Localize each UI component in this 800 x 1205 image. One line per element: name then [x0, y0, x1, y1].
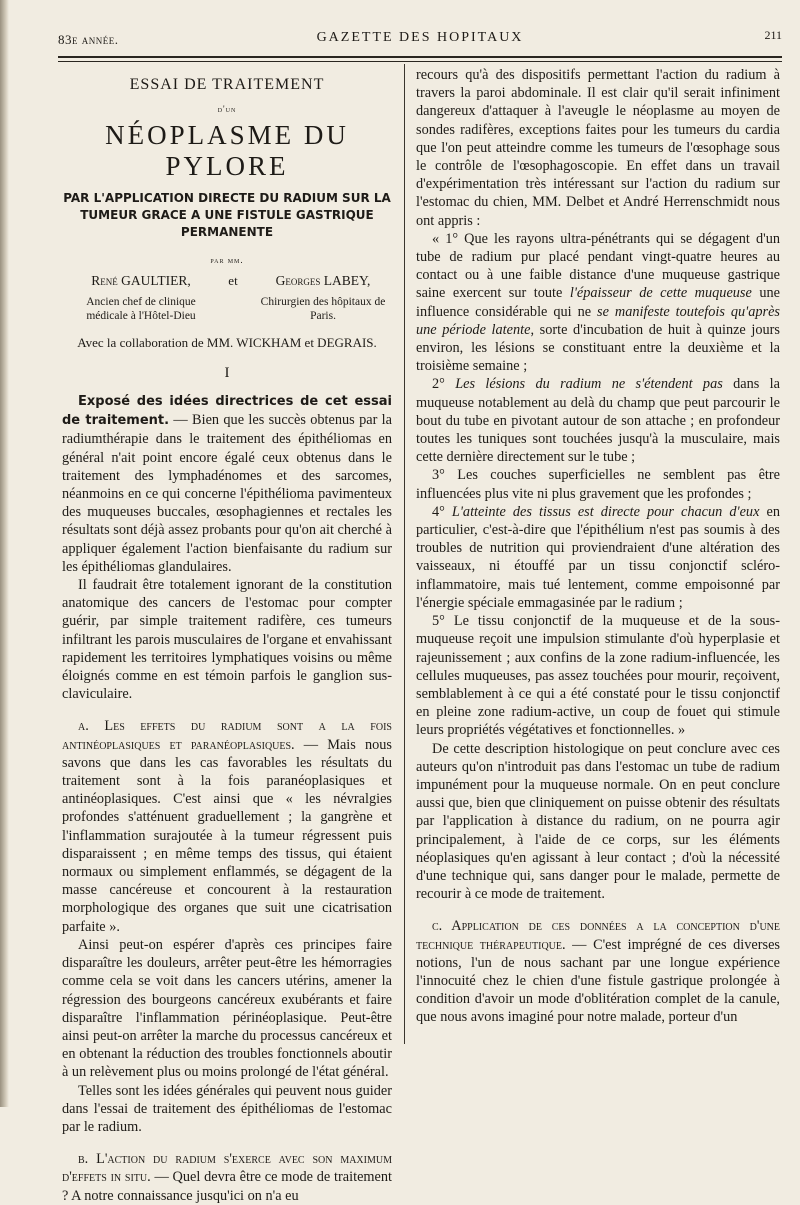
author-labey-name: Georges LABEY,: [275, 273, 371, 288]
paragraph-text: — C'est imprégné de ces diverses notions, l'un de nous sachant par une longue expérience l'innocuité chez le chien d'une fistule gastrique prolongée à condition d'avoir un mode d'oblitération complet de la canule, que nous avons imaginé pour notre malade, porteur d'un: [416, 936, 780, 1026]
paragraph: Telles sont les idées générales qui peuvent nous guider dans l'essai de traitement des épithéliomas de l'estomac par le radium.: [62, 1082, 392, 1135]
subsection-heading: b. L'action du radium s'exerce avec son maximum d'effets in situ.: [62, 1151, 392, 1186]
article-title-line2: d'un: [217, 104, 237, 114]
quote-item: [416, 375, 780, 466]
left-column: [62, 66, 392, 1205]
paragraph-text: 4°: [432, 503, 452, 520]
paragraph-text: — Quel devra être ce mode de traitement ? A notre connaissance jusqu'ici on n'a eu: [62, 1169, 392, 1204]
paragraph: [62, 392, 392, 576]
quote-item: 5° Le tissu conjonctif de la muqueuse et de la sous-muqueuse reçoit une impulsion stimulante d'où hyperplasie et rajeunissement ; aux confins de la zone radium-influencée, les cellules muqueuses, pas assez touchées pour mourir, reçoivent, semblablement à ce qui a été constaté pour le tissu conjonctif en pleine zone radium-active, un coup de fouet qui stimule leurs propriétés végétatives et fonctionnelles. »: [416, 613, 780, 739]
emphasis: Les lésions du radium ne s'étendent pas: [455, 376, 723, 393]
paragraph-text: — Bien que les succès obtenus par la radiumthérapie dans le traitement des épithéliomas en général n'ait point encore égalé ceux obtenus dans le traitement des lymphadénomes et des sarcomes, néanmoins en ce qui concerne l'épithélioma pavimenteux des muqueuses buccales, œsophagiennes et rectales les résultats sont déjà assez probants pour qu'on ait cherché à appliquer également l'action bienfaisante du radium sur les épithéliomas glandulaires.: [62, 412, 392, 575]
page-number: 211: [764, 28, 782, 42]
author-labey-role: Chirurgien des hôpitaux de Paris.: [260, 296, 386, 322]
header-rule-thick: [58, 56, 782, 58]
header-rule-thin: [58, 61, 782, 62]
subsection-heading: c. Application de ces données a la conception d'une technique thérapeutique.: [416, 918, 780, 953]
paragraph: [416, 917, 780, 1026]
authors-block: [62, 273, 392, 327]
author-labey: [250, 273, 396, 323]
journal-title: GAZETTE DES HOPITAUX: [316, 30, 524, 45]
subsection-heading: a. Les effets du radium sont a la fois antinéoplasiques et paranéoplasiques.: [62, 718, 392, 753]
emphasis: l'épaisseur de cette muqueuse: [569, 285, 752, 302]
section-heading: Exposé des idées directrices de cet essai de traitement.: [62, 394, 392, 429]
emphasis: L'atteinte des tissus est directe pour chacun d'eux: [451, 503, 760, 520]
paragraph-text: dans la muqueuse notablement au delà du champ que peut parcourir le bout du tube en pivotant autour de son attache ; en profondeur toutes les tuniques sont touchées jusqu'à la musculaire, mais cette dernière directement sur le tube ;: [416, 376, 780, 466]
paragraph-text: , sorte d'incubation de huit à quinze jours environ, les lésions se constituant entre la deuxième et la troisième semaine ;: [416, 321, 780, 375]
byline-par: par mm.: [210, 255, 244, 265]
quote-item: [416, 503, 780, 612]
emphasis: se manifeste toutefois qu'après une période latente: [416, 303, 780, 338]
author-gaultier-role: Ancien chef de clinique médicale à l'Hôtel-Dieu: [86, 296, 196, 322]
paragraph-text: — Mais nous savons que dans les cas favorables les résultats du traitement sont à la fois paranéoplasiques et antinéoplasiques. C'est ainsi que « les névralgies profondes s'atténuent graduellement ; la gangrène et l'inflammation surajoutée à la tumeur régressent puis disparaissent ; en même temps des tissus, qui étaient normaux ou simplement enflammés, se dégagent de la masse cancéreuse et concourent à la restauration morphologique des organes que suit une cicatrisation parfaite ».: [62, 736, 392, 935]
binding-edge: [0, 0, 9, 1107]
paragraph-text: « 1° Que les rayons ultra-pénétrants qui se dégagent d'un tube de radium pur placé pendant vingt-quatre heures au contact ou à une faible distance d'une muqueuse gastrique saine exercent sur toute: [416, 230, 780, 302]
paragraph: Ainsi peut-on espérer d'après ces principes faire disparaître les douleurs, arrêter peut-être les hémorragies comme cela se voit dans les cancers utérins, amener la régression des bourgeons cancéreux exubérants et faire disparaître l'inflammation périnéoplasique. Peut-être ainsi peut-on arrêter la marche du processus cancéreux et en obtenant la réduction des troubles fonctionnels aboutir à un relèvement plus ou moins prolongé de l'état général.: [62, 936, 392, 1081]
paragraph-text: en particulier, c'est-à-dire que l'épithélium n'est pas soumis à des troubles de nutrition qui proviendraient d'une altération des vaisseaux, ni étouffé par un tissu conjonctif scléro-inflammatoire, mais tué lentement, comme empoisonné par l'énergie spéciale emmagasinée par le radium ;: [416, 503, 780, 611]
author-gaultier-name: René GAULTIER,: [91, 273, 191, 288]
paragraph: [62, 1150, 392, 1205]
paragraph: De cette description histologique on peut conclure avec ces auteurs qu'on n'introduit pas dans l'estomac un tube de radium impunément pour la muqueuse normale. On en peut conclure aussi que, bien que cliniquement on puisse obtenir des résultats par l'application à distance du radium, on ne pourra agir principalement, à l'aide de ce corps, sur les éléments néoplasiques qu'en agissant à leur contact ; d'où la nécessité d'une technique qui, sans danger pour le malade, permette de recourir à ce mode de traitement.: [416, 740, 780, 903]
article-subtitle: PAR L'APPLICATION DIRECTE DU RADIUM SUR LA TUMEUR GRACE A UNE FISTULE GASTRIQUE PERMANENTE: [63, 191, 391, 239]
authors-conjunction: et: [228, 273, 238, 288]
quote-item: 3° Les couches superficielles ne semblent pas être influencées plus vite ni plus gravement que les profondes ;: [416, 467, 780, 502]
paragraph: Il faudrait être totalement ignorant de la constitution anatomique des cancers de l'estomac pour compter guérir, par simple traitement radifère, ces tumeurs infiltrant les parois musculaires de l'organe et envahissant rapidement les territoires lymphatiques voisins ou même éloignés comme en est témoin parfois le ganglion sus-claviculaire.: [62, 577, 392, 703]
paragraph: recours qu'à des dispositifs permettant l'action du radium à travers la paroi abdominale. Il est clair qu'il serait infiniment dangereux d'attaquer à l'aveugle le néoplasme au moyen de sondes radifères, exceptions faites pour les tumeurs du cardia que l'on peut atteindre comme les tumeurs de l'œsophage sous le contrôle de l'œsophagoscopie. En effet dans un travail d'expérimentation très intéressant sur l'action du radium sur l'estomac du chien, MM. Delbet et André Herrenschmidt nous ont appris :: [416, 67, 780, 229]
column-divider: [404, 64, 405, 1044]
paragraph-text: une influence considérable qui ne: [416, 285, 781, 320]
paragraph-text: 2°: [432, 376, 456, 393]
quote-item: [416, 230, 780, 376]
article-title-main: NÉOPLASME DU PYLORE: [105, 120, 349, 181]
page-header: [58, 30, 782, 50]
paragraph: [62, 717, 392, 935]
section-number: I: [224, 365, 230, 381]
collaboration-line: Avec la collaboration de MM. WICKHAM et DEGRAIS.: [77, 335, 377, 350]
article-title-line1: ESSAI DE TRAITEMENT: [129, 76, 325, 93]
right-column: [416, 66, 780, 1027]
volume-year: 83e année.: [58, 32, 119, 47]
author-gaultier: [66, 273, 216, 323]
